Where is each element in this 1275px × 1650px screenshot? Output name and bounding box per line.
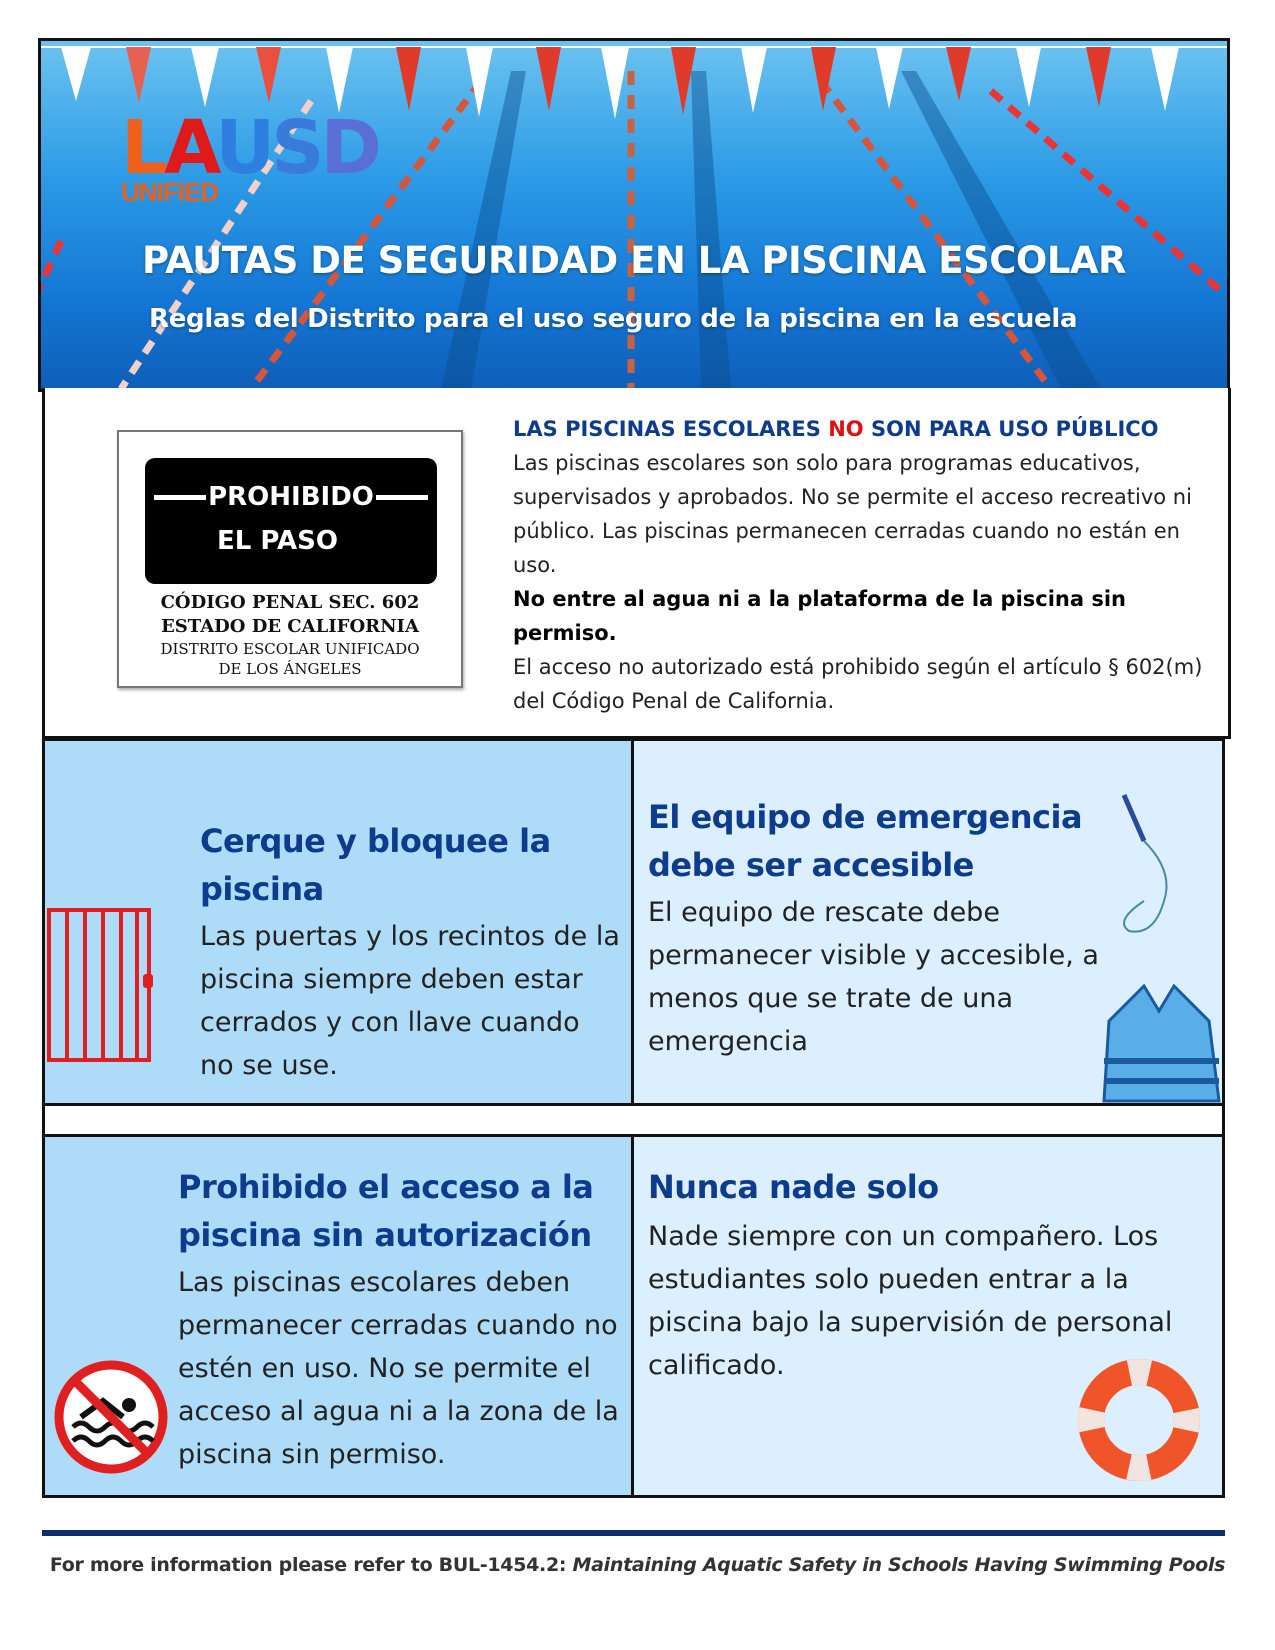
card-title: Cerque y bloquee la piscina (200, 822, 551, 908)
sign-district-2: DE LOS ÁNGELES (218, 660, 362, 678)
card-body: Nade siempre con un compañero. Los estudiantes solo pueden entrar a la piscina bajo la supervisión de personal calificado. (648, 1221, 1173, 1381)
public-use-section (42, 388, 1231, 739)
card-never-swim-alone (631, 1134, 1225, 1498)
footer-doc-title: Maintaining Aquatic Safety in Schools Having Swimming Pools (572, 1554, 1226, 1576)
card-no-unauthorized-access (42, 1134, 634, 1498)
card-body: Las piscinas escolares deben permanecer cerradas cuando no estén en uso. No se permite el acceso al agua ni a la zona de la piscina sin permiso. (178, 1267, 619, 1470)
header-banner (38, 38, 1230, 392)
footer-divider (42, 1530, 1225, 1536)
card-title: Prohibido el acceso a la piscina sin autorización (178, 1168, 594, 1254)
card-body: Las puertas y los recintos de la piscina siempre deben estar cerrados y con llave cuando no se use. (200, 921, 620, 1081)
public-use-paragraph: Las piscinas escolares son solo para programas educativos, supervisados y aprobados. No se permite el acceso recreativo ni público. Las piscinas permanecen cerradas cuando no están en uso. (513, 451, 1192, 577)
row-spacer (42, 1104, 1225, 1136)
card-emergency-equipment (631, 738, 1225, 1106)
card-fence-pool (42, 738, 634, 1106)
gate-icon (45, 906, 157, 1071)
page-subtitle: Reglas del Distrito para el uso seguro de la piscina en la escuela (149, 304, 1078, 334)
life-vest-icon (1099, 981, 1224, 1106)
public-use-text (513, 412, 1213, 718)
sign-line-2: EL PASO (217, 526, 338, 556)
sign-district-1: DISTRITO ESCOLAR UNIFICADO (160, 640, 420, 658)
sign-code: CÓDIGO PENAL SEC. 602 (160, 592, 420, 613)
penal-code-note: El acceso no autorizado está prohibido según el artículo § 602(m) del Código Penal de California. (513, 655, 1203, 713)
page-title: PAUTAS DE SEGURIDAD EN LA PISCINA ESCOLAR (141, 239, 1127, 282)
footer-prefix: For more information please refer to BUL-1454.2: (49, 1554, 573, 1576)
sign-state: ESTADO DE CALIFORNIA (161, 616, 419, 637)
public-use-warning: No entre al agua ni a la plataforma de la piscina sin permiso. (513, 587, 1127, 645)
card-body: El equipo de rescate debe permanecer visible y accesible, a menos que se trate de una emergencia (648, 897, 1099, 1057)
footer-reference (0, 1556, 1275, 1575)
card-title: Nunca nade solo (648, 1168, 939, 1206)
public-use-heading: LAS PISCINAS ESCOLARES NO SON PARA USO PÚBLICO (513, 417, 1159, 441)
no-swimming-icon (51, 1357, 171, 1477)
lausd-logo: LAUSD UNIFIED (121, 105, 378, 207)
card-title: El equipo de emergencia debe ser accesible (648, 798, 1083, 884)
no-trespassing-sign (117, 430, 463, 688)
rescue-pole-icon (1104, 791, 1184, 941)
pool-lanes-image (41, 41, 1227, 389)
sign-line-1: PROHIBIDO (145, 484, 437, 510)
sign-plate (145, 458, 437, 584)
